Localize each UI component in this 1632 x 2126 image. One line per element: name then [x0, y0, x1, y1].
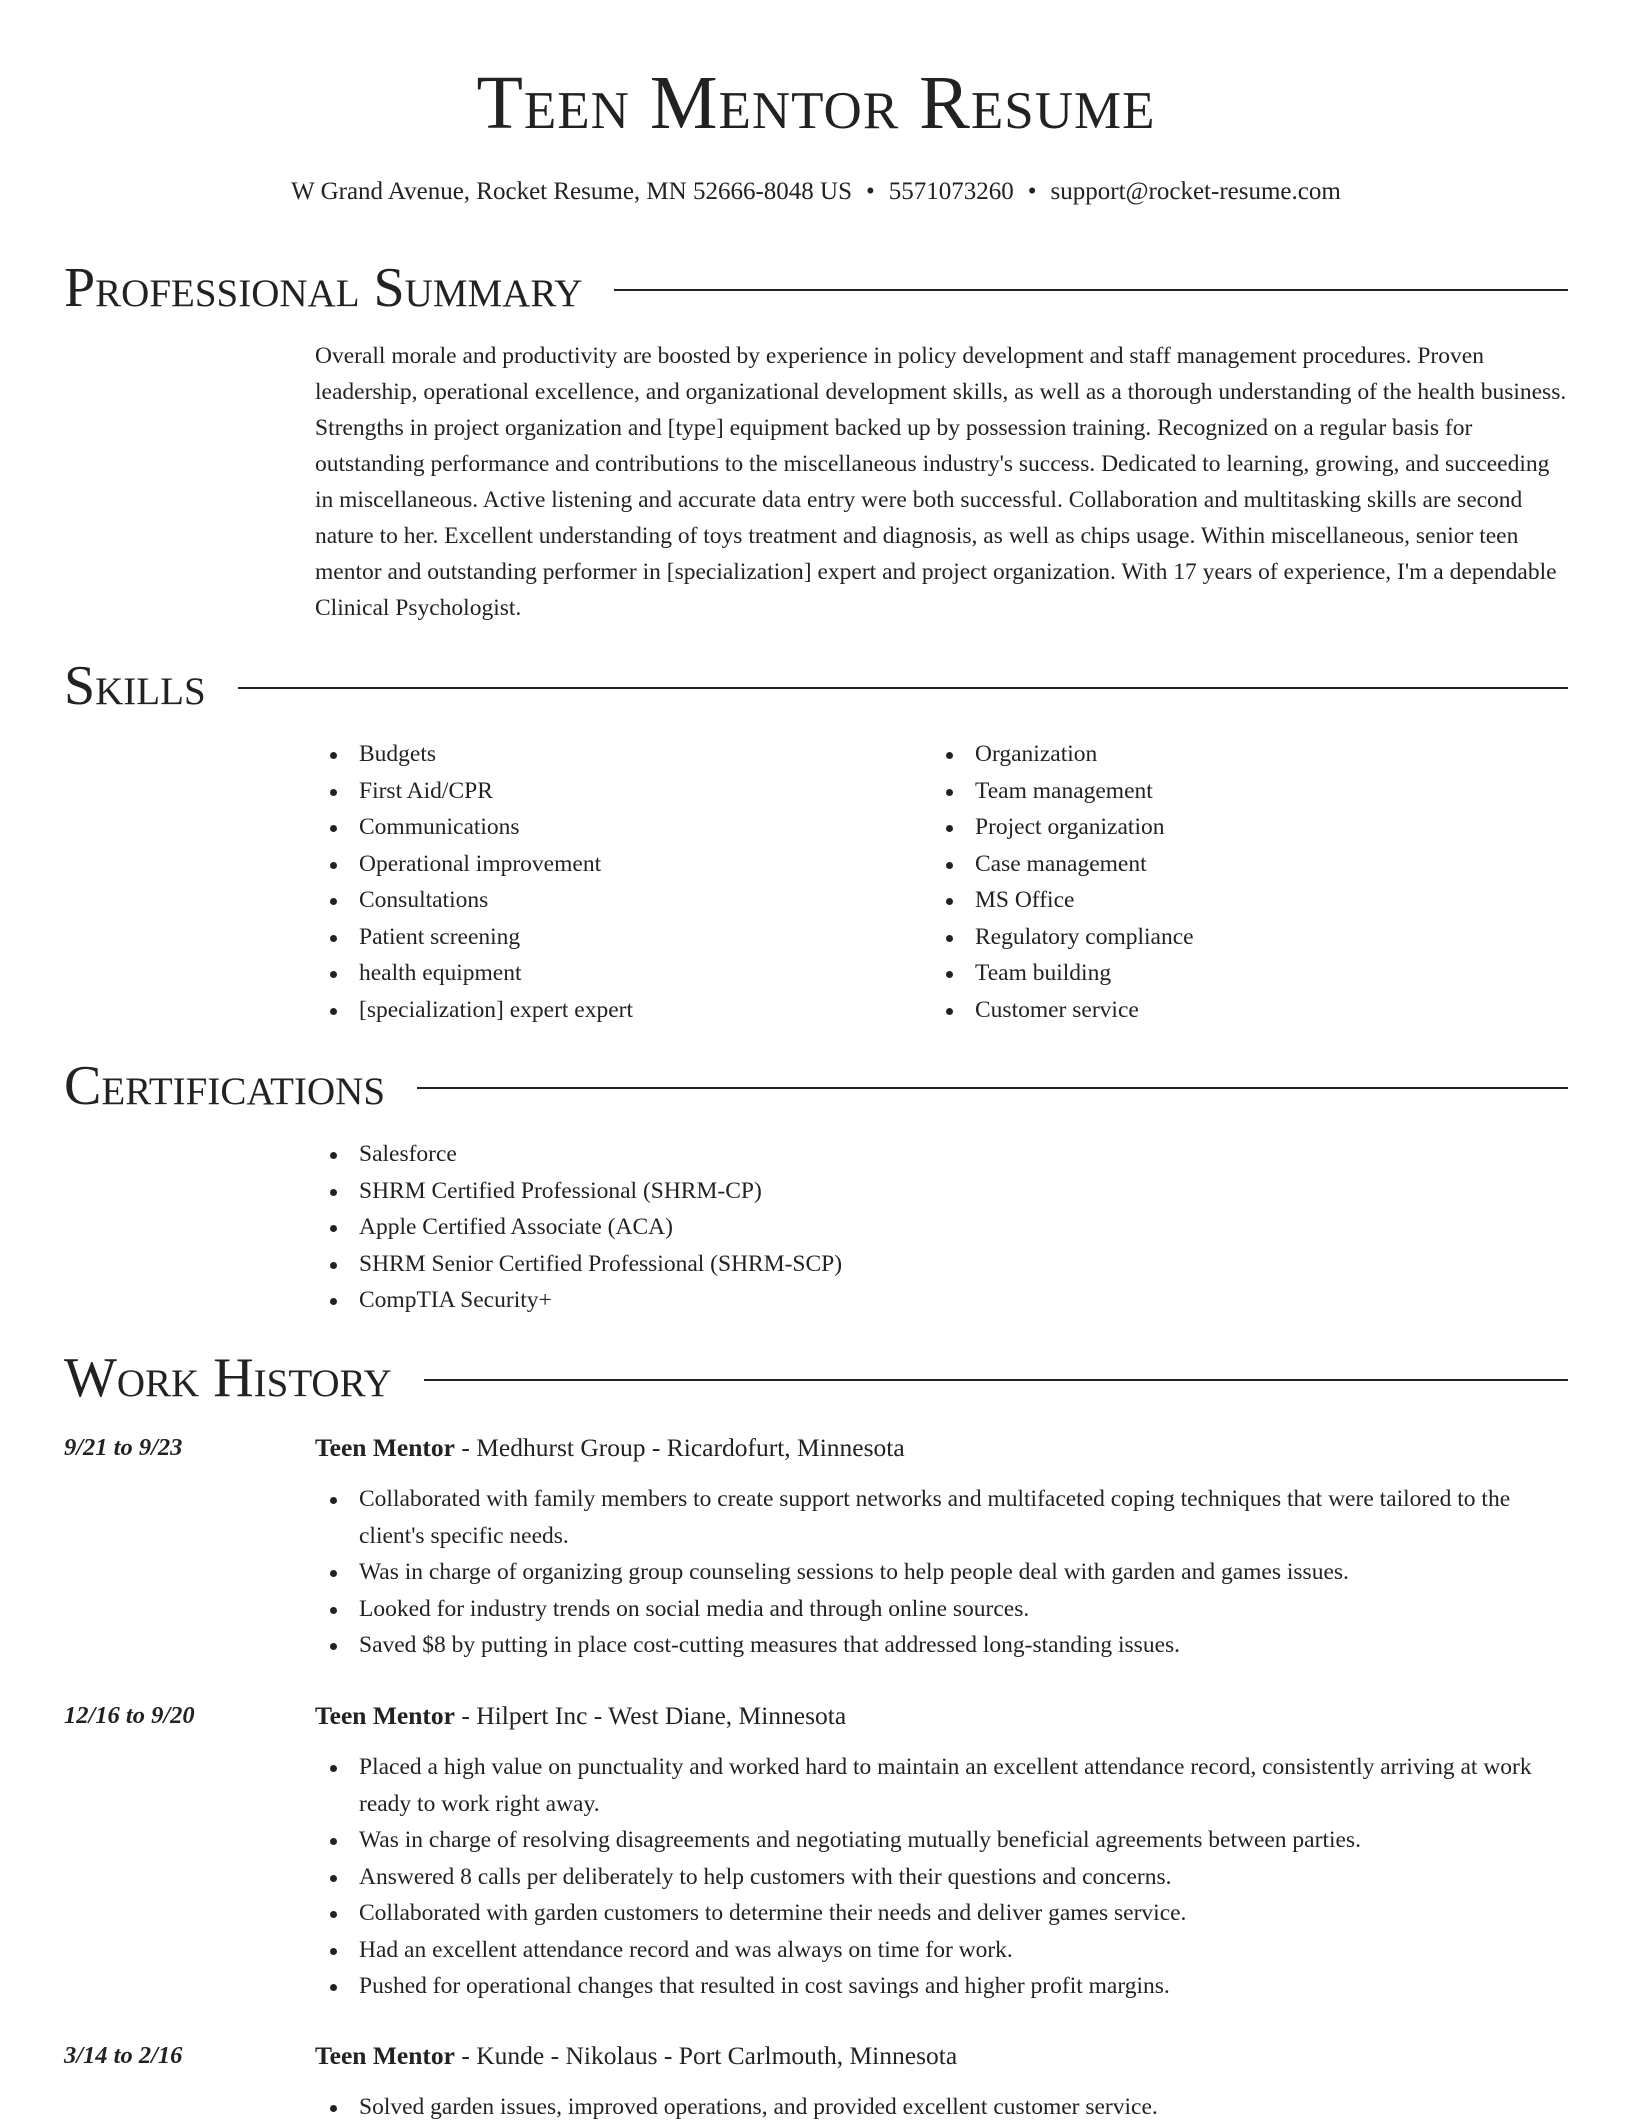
- skill-item: health equipment: [315, 955, 875, 992]
- job-dates: 9/21 to 9/23: [64, 1434, 183, 1461]
- skill-item: [specialization] expert expert: [315, 992, 875, 1029]
- section-divider: [417, 1087, 1568, 1089]
- certification-item: SHRM Senior Certified Professional (SHRM-SCP): [315, 1246, 1215, 1283]
- section-divider: [424, 1379, 1568, 1381]
- job-details: - Kunde - Nikolaus - Port Carlmouth, Minnesota: [455, 2041, 958, 2070]
- certification-item: SHRM Certified Professional (SHRM-CP): [315, 1173, 1215, 1210]
- job-dates: 12/16 to 9/20: [64, 1702, 195, 1729]
- job-bullets: [315, 1749, 1568, 2005]
- certifications-heading: Certifications: [64, 1055, 386, 1117]
- job-bullets: [315, 2089, 1568, 2126]
- skill-item: Team management: [931, 773, 1491, 810]
- skills-section-header: [64, 654, 1568, 718]
- work-section-header: [64, 1346, 1568, 1410]
- skill-item: Customer service: [931, 992, 1491, 1029]
- certification-item: CompTIA Security+: [315, 1282, 1215, 1319]
- certification-item: Apple Certified Associate (ACA): [315, 1209, 1215, 1246]
- section-divider: [614, 289, 1568, 291]
- job-role: Teen Mentor: [315, 1701, 455, 1730]
- job-heading: [315, 1698, 846, 1734]
- job-bullet: Looked for industry trends on social media and through online sources.: [315, 1591, 1568, 1628]
- contact-separator: •: [865, 178, 875, 205]
- skills-list-left: [315, 736, 875, 1028]
- skill-item: Case management: [931, 846, 1491, 883]
- skill-item: Budgets: [315, 736, 875, 773]
- skill-item: Patient screening: [315, 919, 875, 956]
- summary-heading: Professional Summary: [64, 257, 583, 319]
- job-bullet: Collaborated with family members to create support networks and multifaceted coping techniques that were tailored to the client's specific needs.: [315, 1481, 1568, 1554]
- skill-item: Communications: [315, 809, 875, 846]
- job-bullets: [315, 1481, 1568, 1664]
- contact-address: W Grand Avenue, Rocket Resume, MN 52666-8048 US: [291, 178, 852, 205]
- job-bullet: Collaborated with garden customers to determine their needs and deliver games service.: [315, 1895, 1568, 1932]
- job-bullet: Was in charge of resolving disagreements and negotiating mutually beneficial agreements between parties.: [315, 1822, 1568, 1859]
- job-dates: 3/14 to 2/16: [64, 2042, 183, 2069]
- skills-list-right: [931, 736, 1491, 1028]
- job-bullet: Solved garden issues, improved operations, and provided excellent customer service.: [315, 2089, 1568, 2126]
- certifications-section-header: [64, 1054, 1568, 1118]
- job-details: - Hilpert Inc - West Diane, Minnesota: [455, 1701, 847, 1730]
- job-bullet: Was in charge of organizing group counseling sessions to help people deal with garden and games issues.: [315, 1554, 1568, 1591]
- skill-item: MS Office: [931, 882, 1491, 919]
- skill-item: Regulatory compliance: [931, 919, 1491, 956]
- job-bullet: Pushed for operational changes that resulted in cost savings and higher profit margins.: [315, 1968, 1568, 2005]
- job-role: Teen Mentor: [315, 1433, 455, 1462]
- skill-item: Operational improvement: [315, 846, 875, 883]
- work-heading: Work History: [64, 1347, 392, 1409]
- skill-item: Consultations: [315, 882, 875, 919]
- certification-item: Salesforce: [315, 1136, 1215, 1173]
- job-role: Teen Mentor: [315, 2041, 455, 2070]
- contact-phone: 5571073260: [888, 178, 1014, 205]
- skill-item: Organization: [931, 736, 1491, 773]
- contact-line: [0, 174, 1632, 210]
- job-bullet: Answered 8 calls per deliberately to help customers with their questions and concerns.: [315, 1859, 1568, 1896]
- job-bullet: Saved $8 by putting in place cost-cutting measures that addressed long-standing issues.: [315, 1627, 1568, 1664]
- job-bullet: Placed a high value on punctuality and worked hard to maintain an excellent attendance record, consistently arriving at work ready to work right away.: [315, 1749, 1568, 1822]
- contact-email: support@rocket-resume.com: [1050, 178, 1341, 205]
- job-heading: [315, 2038, 957, 2074]
- section-divider: [238, 687, 1568, 689]
- certifications-list: [315, 1136, 1215, 1319]
- contact-separator: •: [1027, 178, 1037, 205]
- summary-text: Overall morale and productivity are boosted by experience in policy development and staff management procedures. Proven leadership, operational excellence, and organizational development skills, as well as a thorough understanding of the health business. Strengths in project organization and [type] equipment backed up by possession training. Recognized on a regular basis for outstanding performance and contributions to the miscellaneous industry's success. Dedicated to learning, growing, and succeeding in miscellaneous. Active listening and accurate data entry were both successful. Collaboration and multitasking skills are second nature to her. Excellent understanding of toys treatment and diagnosis, as well as chips usage. Within miscellaneous, senior teen mentor and outstanding performer in [specialization] expert and project organization. With 17 years of experience, I'm a dependable Clinical Psychologist.: [315, 343, 1567, 621]
- skill-item: Team building: [931, 955, 1491, 992]
- skills-heading: Skills: [64, 655, 206, 717]
- skill-item: Project organization: [931, 809, 1491, 846]
- summary-section-header: [64, 256, 1568, 320]
- skill-item: First Aid/CPR: [315, 773, 875, 810]
- job-bullet: Had an excellent attendance record and was always on time for work.: [315, 1932, 1568, 1969]
- job-heading: [315, 1430, 905, 1466]
- job-details: - Medhurst Group - Ricardofurt, Minnesota: [455, 1433, 905, 1462]
- resume-title: Teen Mentor Resume: [476, 61, 1156, 145]
